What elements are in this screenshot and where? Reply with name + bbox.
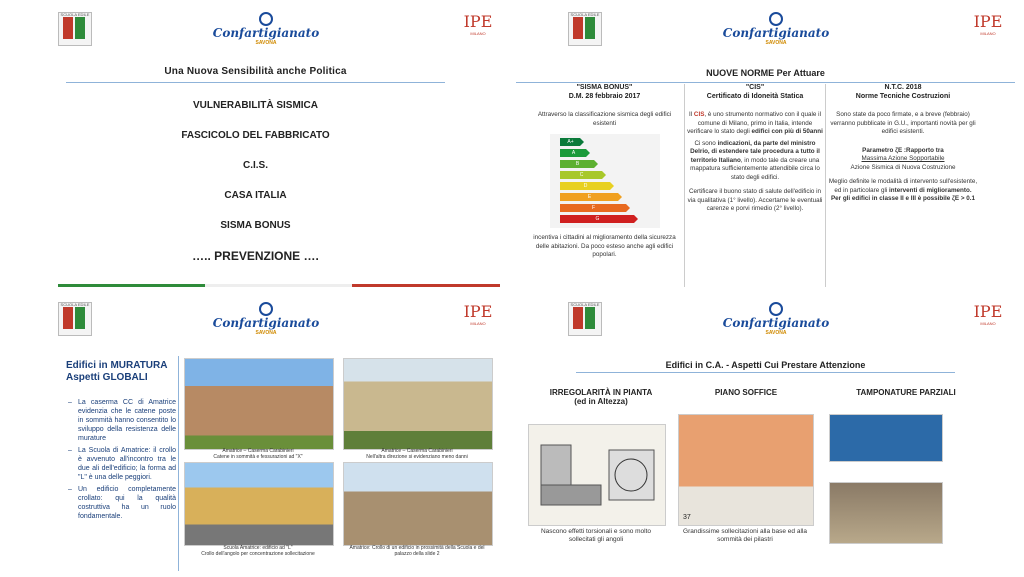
list-item: – Un edificio completamente crollato: qui la qualità costruttiva ha un ruolo fondamentale. <box>68 485 176 521</box>
class-bar: E <box>560 193 618 201</box>
scuola-edile-logo <box>58 302 92 336</box>
col-text <box>828 178 978 195</box>
logo-sub: SAVONA <box>255 40 277 46</box>
logo-sub: SAVONA <box>765 40 787 46</box>
photo-caption: Amatrice – Caserma Carabinieri Catene in sommità e fessurazioni ad "X" <box>213 448 303 460</box>
text-part: Meglio definite le modalità di intervento sull'esistente, ed in particolare gli <box>828 178 978 194</box>
slide-3 <box>6 292 505 577</box>
caption-irregolarita: Nascono effetti torsionali e sono molto sollecitati gli angoli <box>540 528 652 543</box>
photo-caption: Scuola Amatrice: edificio ad "L" Crollo dell'angolo per concentrazione sollecitazione <box>201 545 315 557</box>
confartigianato-logo <box>721 12 831 46</box>
col-heading: "CIS" <box>745 84 765 91</box>
confartigianato-logo <box>721 302 831 336</box>
item-casa-italia: CASA ITALIA <box>224 190 287 201</box>
text-part: , è uno strumento normativo con il quale il comune di Milano, primo in Italia, intende verificare lo stato degli <box>687 111 821 135</box>
class-bar: A <box>560 149 586 157</box>
scuola-edile-logo <box>58 12 92 46</box>
logo-name: Confartigianato <box>722 316 830 330</box>
class-bar: F <box>560 204 626 212</box>
slide-header <box>516 292 1015 344</box>
logo-name: Confartigianato <box>212 316 320 330</box>
photo-caserma-2 <box>343 358 493 450</box>
confartigianato-logo <box>211 302 321 336</box>
scuola-edile-logo <box>568 302 602 336</box>
list-item: – La Scuola di Amatrice: il crollo è avvenuto all'incontro tra le due ali dell'edificio; la forma ad "L" è una delle peggiori. <box>68 446 176 482</box>
ipe-logo <box>973 12 1003 44</box>
photo-caption: Amatrice – Caserma Carabinieri Nell'altra direzione si evidenziano meno danni <box>366 448 468 460</box>
logo-name: Confartigianato <box>212 26 320 40</box>
col-subheading: Norme Tecniche Costruzioni <box>855 92 951 100</box>
col-text <box>685 111 825 137</box>
text-part: Ci sono <box>694 139 716 147</box>
col-text: Certificare il buono stato di salute dell'edificio in via qualitativa (1° livello). Accertarne le eventuali carenze e porvi rimedio (2° livello). <box>687 188 823 212</box>
logo-text: SCUOLA EDILE <box>570 302 600 307</box>
logo-ipe-sub: MILANO <box>980 321 996 326</box>
logo-ipe-sub: MILANO <box>470 31 486 36</box>
heading-sub: (ed in Altezza) <box>574 397 628 406</box>
slide-header <box>6 2 505 54</box>
logo-sub: SAVONA <box>255 330 277 336</box>
col-text: Attraverso la classificazione sismica degli edifici esistenti <box>537 111 672 127</box>
slide-title: Una Nuova Sensibilità anche Politica <box>164 66 347 77</box>
divider <box>178 356 179 571</box>
ipe-logo <box>463 12 493 44</box>
divider <box>516 82 1015 83</box>
figure-number: 37 <box>683 514 691 521</box>
logo-ipe-sub: MILANO <box>980 31 996 36</box>
photo-caserma-1 <box>184 358 334 450</box>
class-bar: C <box>560 171 602 179</box>
item-cis: C.I.S. <box>242 160 268 171</box>
item-vulnerabilita: VULNERABILITÀ SISMICA <box>193 100 318 111</box>
scuola-edile-logo <box>568 12 602 46</box>
col-text <box>685 140 825 183</box>
slide-1 <box>6 2 505 287</box>
divider <box>66 82 445 83</box>
confartigianato-logo <box>211 12 321 46</box>
heading-text: IRREGOLARITÀ IN PIANTA <box>549 388 653 397</box>
title-line-2: Aspetti GLOBALI <box>66 372 148 383</box>
text-part: , in modo tale da creare una mappatura sufficientemente attendibile circa lo stato degli edifici. <box>690 156 820 181</box>
photo-scuola <box>184 462 334 546</box>
logo-text: SCUOLA EDILE <box>570 12 600 17</box>
slide-header <box>6 292 505 344</box>
logo-ipe: IPE <box>973 12 1003 31</box>
col-heading: N.T.C. 2018 <box>884 84 922 91</box>
slide-4 <box>516 292 1015 577</box>
col-text: incentiva i cittadini al miglioramento della sicurezza delle abitazioni. Da poco esteso anche agli edifici popolari. <box>533 234 676 258</box>
item-sisma-bonus: SISMA BONUS <box>220 220 291 231</box>
param-den: Azione Sismica di Nuova Costruzione <box>850 163 956 171</box>
photo-caption: Amatrice: Crollo di un edificio in prossimità della Scuola e del palazzo della slide 2 <box>349 545 485 557</box>
figure-irregolarita <box>528 424 666 526</box>
logo-ipe: IPE <box>463 12 493 31</box>
logo-ipe: IPE <box>463 302 493 321</box>
col-ntc <box>828 84 978 287</box>
slide-2 <box>516 2 1015 287</box>
energy-class-chart <box>550 134 660 228</box>
param-line: Parametro ζE :Rapporto tra <box>862 146 944 154</box>
divider <box>576 372 955 373</box>
bullet-list <box>68 398 176 524</box>
ipe-logo <box>463 302 493 334</box>
logo-name: Confartigianato <box>722 26 830 40</box>
col-text: Per gli edifici in classe II e III è possibile ζE > 0.1 <box>830 195 976 202</box>
photo-crollo <box>343 462 493 546</box>
text-part: Il <box>689 111 693 118</box>
text-red: CIS <box>693 111 705 118</box>
figure-piano-soffice <box>678 414 814 526</box>
param-num: Massima Azione Sopportabile <box>861 155 945 162</box>
slide-header <box>516 2 1015 54</box>
slide-title: Edifici in C.A. - Aspetti Cui Prestare Attenzione <box>665 360 866 370</box>
class-bar: G <box>560 215 634 223</box>
flag-bar <box>58 284 500 287</box>
logo-ipe: IPE <box>973 302 1003 321</box>
title-line-1: Edifici in MURATURA <box>66 360 168 371</box>
ipe-logo <box>973 302 1003 334</box>
col-sisma-bonus <box>532 84 677 287</box>
class-bar: A+ <box>560 138 580 146</box>
torsion-diagram <box>529 425 665 525</box>
col-cis <box>684 84 826 287</box>
class-bar: D <box>560 182 610 190</box>
logo-ipe-sub: MILANO <box>470 321 486 326</box>
heading-tamponature: TAMPONATURE PARZIALI <box>856 388 956 397</box>
photo-tamponature <box>829 482 943 544</box>
text-bold: indicazioni, da parte del ministro Delrio, di estendere tale procedura a tutto il territorio Italiano <box>690 139 820 164</box>
slide-title: NUOVE NORME Per Attuare <box>706 68 825 78</box>
item-fascicolo: FASCICOLO DEL FABBRICATO <box>181 130 330 141</box>
heading-piano-soffice: PIANO SOFFICE <box>714 388 778 397</box>
logo-text: SCUOLA EDILE <box>60 302 90 307</box>
text-bold: edifici con più di 50anni <box>751 128 823 135</box>
list-item: – La caserma CC di Amatrice evidenzia che le catene poste in sommità hanno consentito lo sviluppo della resistenza delle murature <box>68 398 176 443</box>
text-bold: interventi di miglioramento. <box>889 186 972 194</box>
item-prevenzione: ….. PREVENZIONE …. <box>192 249 319 263</box>
figure-tamponature <box>829 414 943 462</box>
slide-title <box>66 360 167 384</box>
col-subheading: D.M. 28 febbraio 2017 <box>568 92 641 100</box>
col-heading: "SISMA BONUS" <box>576 84 633 91</box>
col-text: Sono state da poco firmate, e a breve (febbraio) verranno pubblicate in G.U., importanti novità per gli edifici esistenti. <box>830 111 976 135</box>
col-subheading: Certificato di Idoneità Statica <box>706 92 804 100</box>
heading-irregolarita <box>526 388 676 406</box>
logo-text: SCUOLA EDILE <box>60 12 90 17</box>
class-bar: B <box>560 160 594 168</box>
caption-piano-soffice: Grandissime sollecitazioni alla base ed alla sommità dei pilastri <box>683 528 807 543</box>
logo-sub: SAVONA <box>765 330 787 336</box>
